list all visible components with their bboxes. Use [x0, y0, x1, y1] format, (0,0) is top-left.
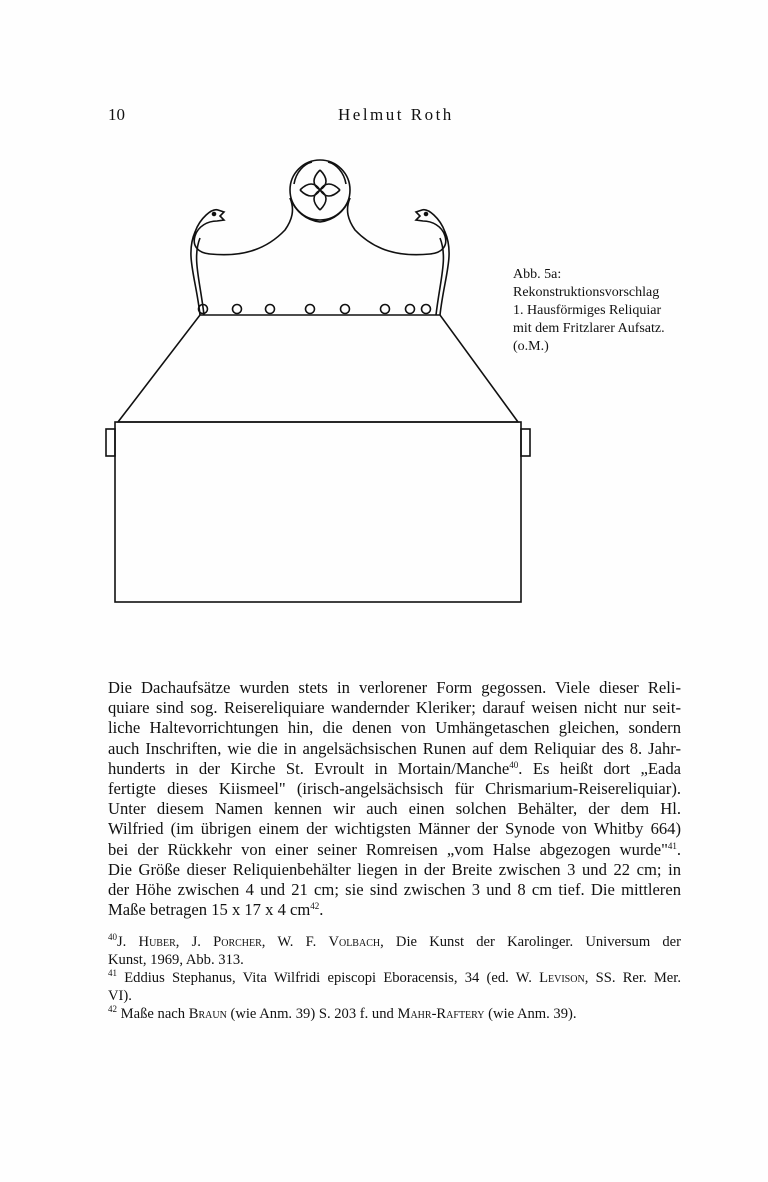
right-handle: [521, 429, 530, 456]
figure-caption: [513, 266, 693, 356]
footnote-41: $^{41}$ Eddius Stephanus, Vita Wilfridi episcopi Eboracensis, 34 (ed. W. Levison, SS. Rer. Mer.: [108, 968, 681, 986]
running-header-author: Helmut Roth: [338, 105, 454, 124]
body-line: Wilfried (im übrigen einem der wichtigsten Männer der Synode von Whitby 664): [108, 819, 681, 839]
caption-line: (o.M.): [513, 339, 549, 354]
left-handle: [106, 429, 115, 456]
footnote-ref-41[interactable]: 41: [667, 840, 677, 851]
body-line: fertigte dieses Kiismeel" (irisch-angelsächsisch für Chrismarium-Reisereliquiar).: [108, 778, 681, 798]
right-scroll-ornament: [348, 198, 450, 315]
left-scroll-ornament: [191, 198, 293, 315]
body-line: hunderts in der Kirche St. Evroult in Mortain/Manche$^{40}$. Es heißt dort „Eada: [108, 758, 682, 778]
body-line: der Höhe zwischen 4 und 21 cm; sie sind zwischen 3 und 8 cm tief. Die mittleren: [108, 879, 681, 899]
body-line: bei der Rückkehr von einer seiner Romreisen „vom Halse abgezogen wurde"$^{41}$.: [108, 839, 681, 859]
footnote-ref-40[interactable]: 40: [509, 759, 519, 770]
footnotes: [108, 933, 681, 1023]
footnote-40: $^{40}$J. Huber, J. Porcher, W. F. Volbach, Die Kunst der Karolinger. Universum der: [108, 932, 681, 950]
caption-line: Abb. 5a:: [513, 267, 562, 282]
footnote-42: $^{42}$ Maße nach Braun (wie Anm. 39) S. 203 f. und Mahr-Raftery (wie Anm. 39).: [108, 1004, 577, 1022]
reliquary-drawing: [100, 150, 540, 610]
rivet-row: [199, 305, 431, 314]
page-number: 10: [108, 105, 125, 124]
caption-line: Rekonstruktionsvorschlag: [513, 285, 660, 300]
body-line: auch Inschriften, wie die in angelsächsischen Runen auf dem Reliquiar des 8. Jahr-: [108, 738, 681, 758]
lid-roof-outline: [118, 315, 518, 422]
footnote-40-cont: Kunst, 1969, Abb. 313.: [108, 952, 244, 968]
footnote-ref-42[interactable]: 42: [310, 901, 320, 912]
body-line: Maße betragen 15 x 17 x 4 $cm^{42}$.: [108, 900, 324, 920]
body-line: Die Dachaufsätze wurden stets in verlorener Form gegossen. Viele dieser Reli-: [108, 678, 681, 697]
body-line: quiare sind sog. Reisereliquiare wandernder Kleriker; darauf weisen nicht nur seit-: [108, 698, 681, 718]
caption-line: mit dem Fritzlarer Aufsatz.: [513, 321, 665, 336]
caption-line: 1. Hausförmiges Reliquiar: [513, 303, 662, 318]
body-line: Die Größe dieser Reliquienbehälter liegen in der Breite zwischen 3 und 22 cm; in: [108, 859, 681, 879]
footnote-41-cont: VI).: [108, 988, 132, 1004]
body-line: Unter diesem Namen kennen wir auch einen solchen Behälter, der dem Hl.: [108, 799, 681, 819]
body-line: liche Haltevorrichtungen hin, die denen von Umhängetaschen gleichen, sondern: [108, 718, 681, 738]
box-body: [115, 422, 521, 602]
body-paragraph: [108, 678, 681, 920]
